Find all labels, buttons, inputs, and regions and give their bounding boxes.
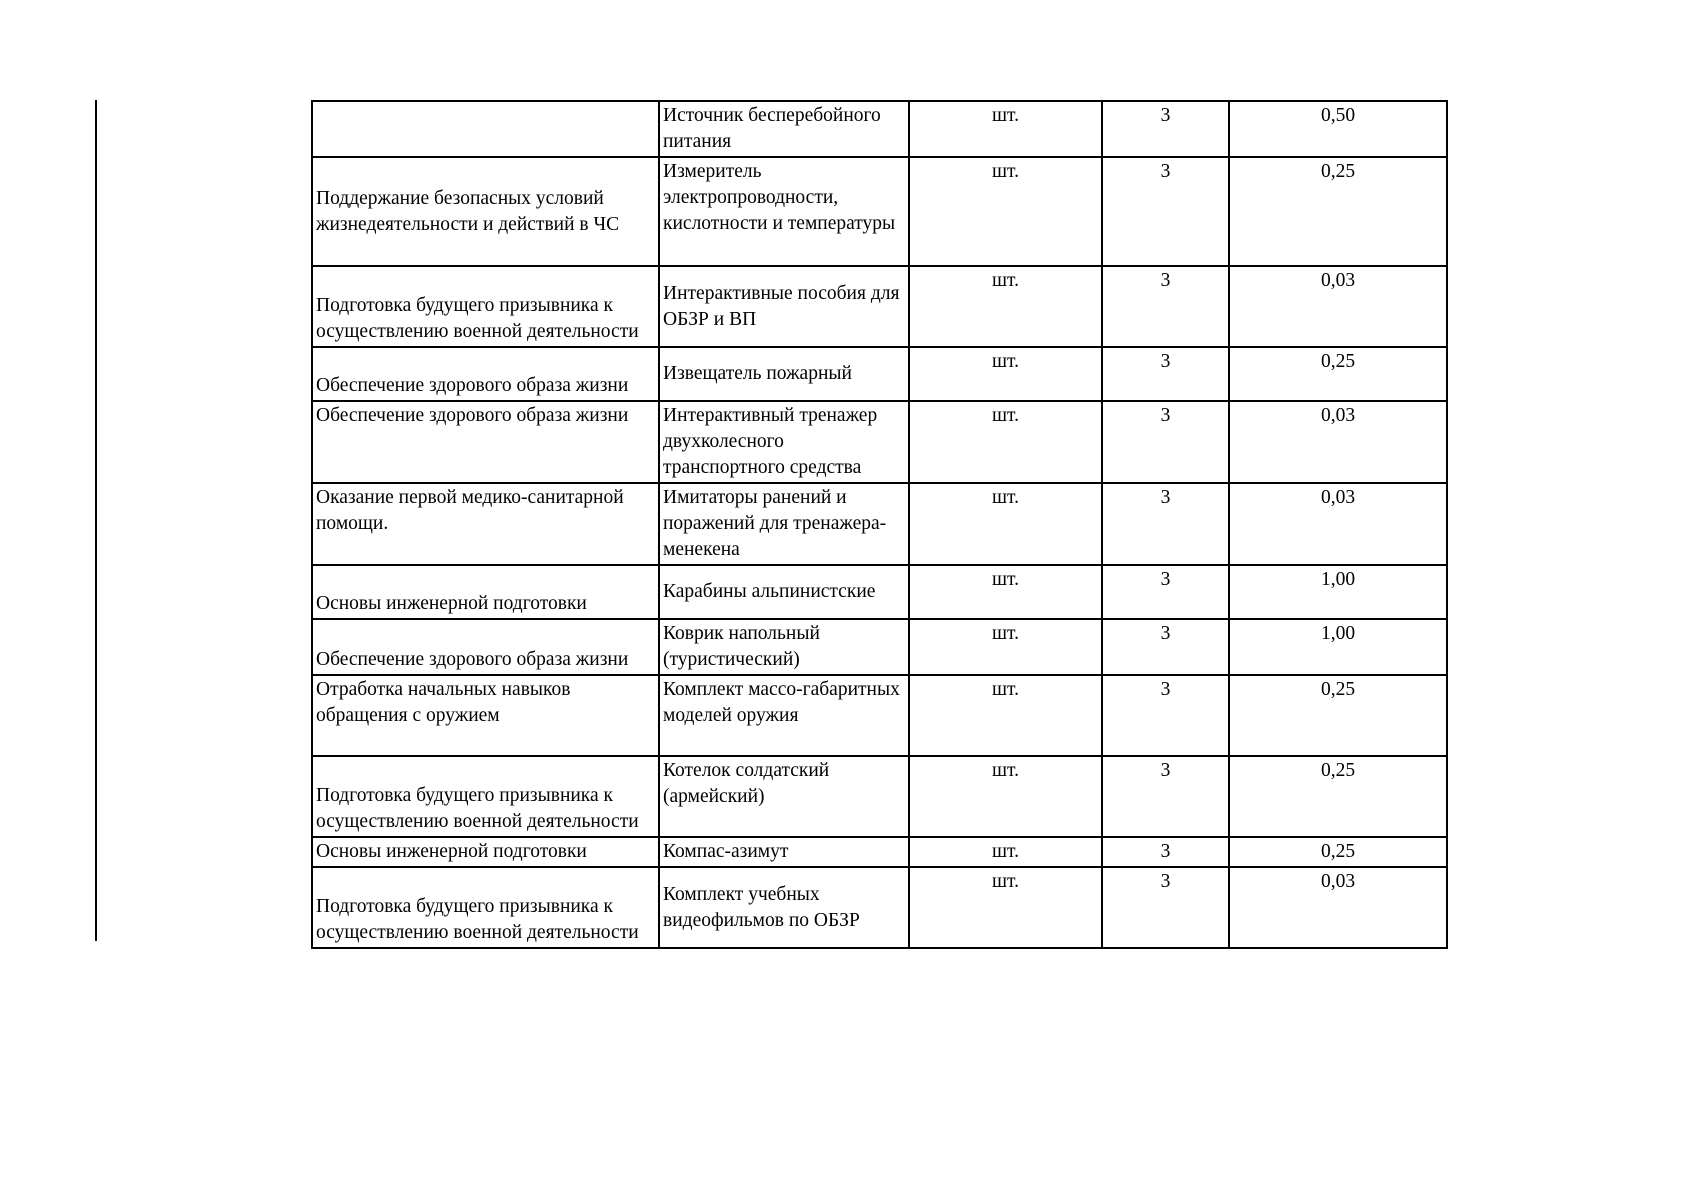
section-cell: Подготовка будущего призывника к осуществлению военной деятельности	[312, 867, 659, 948]
unit-cell: шт.	[909, 867, 1102, 948]
table-row	[312, 867, 1447, 948]
table-row	[312, 266, 1447, 347]
value-cell: 0,25	[1229, 157, 1447, 266]
quantity-cell: 3	[1102, 347, 1229, 401]
table-row	[312, 675, 1447, 756]
section-cell: Поддержание безопасных условий жизнедеятельности и действий в ЧС	[312, 157, 659, 266]
unit-cell: шт.	[909, 483, 1102, 565]
table-row	[312, 565, 1447, 619]
quantity-cell: 3	[1102, 619, 1229, 675]
table-row	[312, 483, 1447, 565]
section-cell: Обеспечение здорового образа жизни	[312, 347, 659, 401]
table-row	[312, 347, 1447, 401]
quantity-cell: 3	[1102, 675, 1229, 756]
section-cell	[312, 101, 659, 157]
table-row	[312, 756, 1447, 837]
section-cell: Основы инженерной подготовки	[312, 565, 659, 619]
value-cell: 0,03	[1229, 401, 1447, 483]
table-row	[312, 101, 1447, 157]
table-row	[312, 837, 1447, 867]
section-cell: Оказание первой медико-санитарной помощи.	[312, 483, 659, 565]
unit-cell: шт.	[909, 401, 1102, 483]
table-row	[312, 619, 1447, 675]
equipment-name-cell: Имитаторы ранений и поражений для тренажера-менекена	[659, 483, 909, 565]
quantity-cell: 3	[1102, 867, 1229, 948]
equipment-name-cell: Измеритель электропроводности, кислотности и температуры	[659, 157, 909, 266]
quantity-cell: 3	[1102, 483, 1229, 565]
equipment-name-cell: Компас-азимут	[659, 837, 909, 867]
equipment-table	[311, 100, 1448, 949]
equipment-table-body	[312, 101, 1447, 948]
unit-cell: шт.	[909, 837, 1102, 867]
equipment-name-cell: Интерактивные пособия для ОБЗР и ВП	[659, 266, 909, 347]
unit-cell: шт.	[909, 266, 1102, 347]
quantity-cell: 3	[1102, 756, 1229, 837]
section-cell: Подготовка будущего призывника к осуществлению военной деятельности	[312, 756, 659, 837]
quantity-cell: 3	[1102, 101, 1229, 157]
equipment-name-cell: Комплект массо-габаритных моделей оружия	[659, 675, 909, 756]
quantity-cell: 3	[1102, 157, 1229, 266]
value-cell: 0,03	[1229, 483, 1447, 565]
section-cell: Обеспечение здорового образа жизни	[312, 619, 659, 675]
quantity-cell: 3	[1102, 565, 1229, 619]
unit-cell: шт.	[909, 619, 1102, 675]
unit-cell: шт.	[909, 157, 1102, 266]
value-cell: 1,00	[1229, 619, 1447, 675]
quantity-cell: 3	[1102, 837, 1229, 867]
value-cell: 0,25	[1229, 837, 1447, 867]
table-row	[312, 401, 1447, 483]
equipment-name-cell: Коврик напольный (туристический)	[659, 619, 909, 675]
unit-cell: шт.	[909, 675, 1102, 756]
value-cell: 0,25	[1229, 347, 1447, 401]
equipment-name-cell: Карабины альпинистские	[659, 565, 909, 619]
equipment-name-cell: Интерактивный тренажер двухколесного транспортного средства	[659, 401, 909, 483]
value-cell: 0,50	[1229, 101, 1447, 157]
quantity-cell: 3	[1102, 266, 1229, 347]
unit-cell: шт.	[909, 565, 1102, 619]
value-cell: 0,03	[1229, 867, 1447, 948]
value-cell: 0,25	[1229, 756, 1447, 837]
equipment-name-cell: Котелок солдатский (армейский)	[659, 756, 909, 837]
unit-cell: шт.	[909, 101, 1102, 157]
section-cell: Обеспечение здорового образа жизни	[312, 401, 659, 483]
unit-cell: шт.	[909, 347, 1102, 401]
section-cell: Основы инженерной подготовки	[312, 837, 659, 867]
section-cell: Отработка начальных навыков обращения с оружием	[312, 675, 659, 756]
equipment-name-cell: Комплект учебных видеофильмов по ОБЗР	[659, 867, 909, 948]
left-margin-line	[95, 100, 97, 941]
section-cell: Подготовка будущего призывника к осуществлению военной деятельности	[312, 266, 659, 347]
quantity-cell: 3	[1102, 401, 1229, 483]
value-cell: 1,00	[1229, 565, 1447, 619]
unit-cell: шт.	[909, 756, 1102, 837]
equipment-name-cell: Извещатель пожарный	[659, 347, 909, 401]
value-cell: 0,25	[1229, 675, 1447, 756]
equipment-name-cell: Источник бесперебойного питания	[659, 101, 909, 157]
value-cell: 0,03	[1229, 266, 1447, 347]
table-row	[312, 157, 1447, 266]
